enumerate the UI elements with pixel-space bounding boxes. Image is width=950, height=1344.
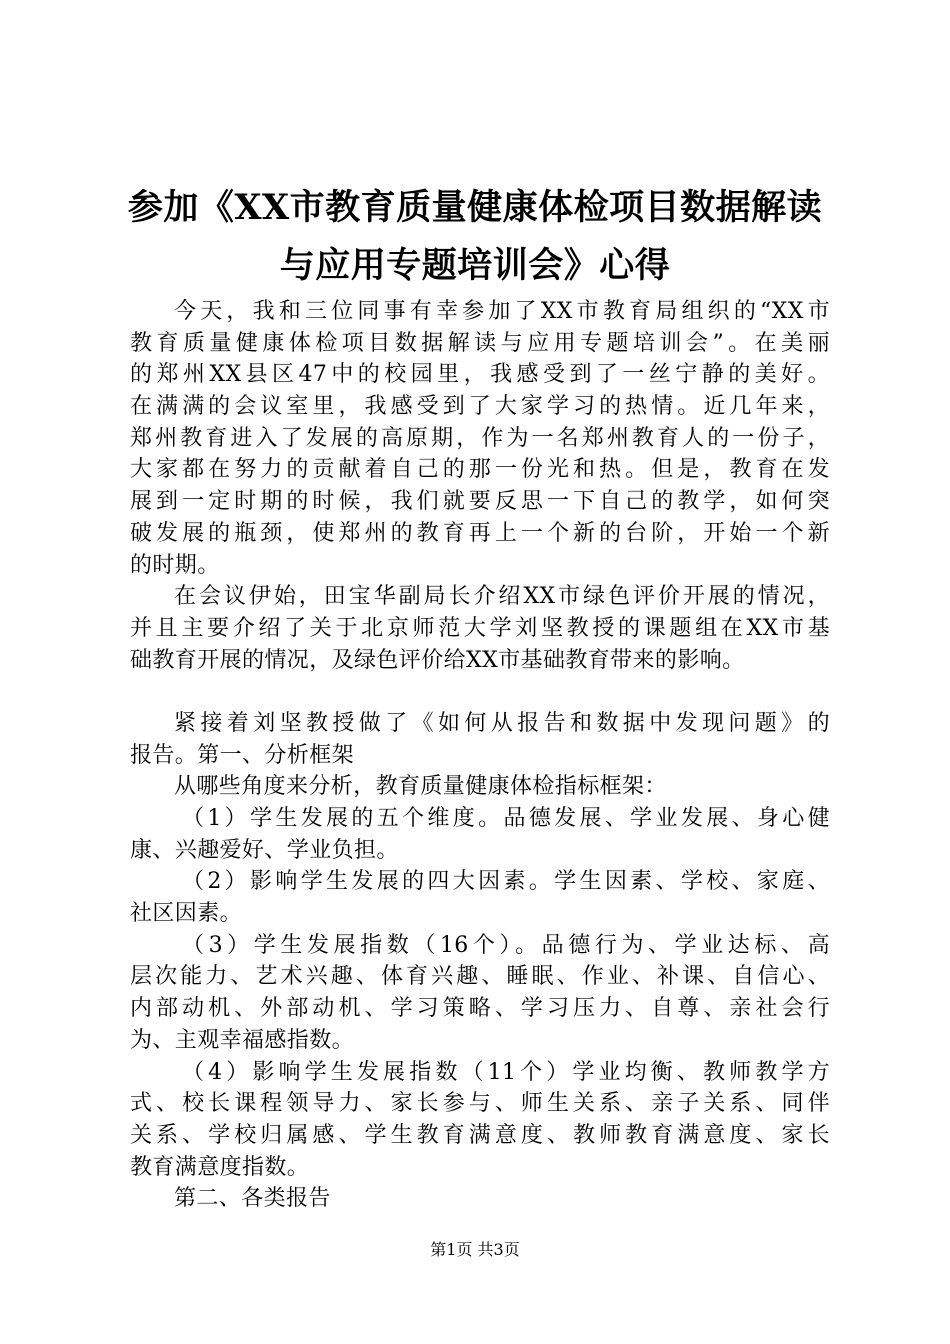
document-title-line-2: 与应用专题培训会》心得 (279, 245, 671, 286)
page-footer: 第1页 共3页 (430, 1240, 520, 1259)
body-line: 紧接着刘坚教授做了《如何从报告和数据中发现问题》的 (174, 710, 830, 736)
body-line: （4）影响学生发展指数（11个）学业均衡、教师教学方 (182, 1059, 830, 1085)
body-line: 康、兴趣爱好、学业负担。 (130, 837, 399, 863)
body-line: 在满满的会议室里，我感受到了大家学习的热情。近几年来， (130, 394, 830, 420)
body-line: 教育质量健康体检项目数据解读与应用专题培训会”。在美丽 (130, 330, 830, 356)
body-line: 大家都在努力的贡献着自己的那一份光和热。但是，教育在发 (130, 457, 830, 483)
body-line: 式、校长课程领导力、家长参与、师生关系、亲子关系、同伴 (130, 1091, 830, 1117)
body-line: 础教育开展的情况，及绿色评价给XX市基础教育带来的影响。 (130, 647, 745, 673)
body-line: 郑州教育进入了发展的高原期，作为一名郑州教育人的一份子， (130, 425, 830, 451)
document-title-line-1: 参加《XX市教育质量健康体检项目数据解读 (127, 187, 823, 228)
body-line: 社区因素。 (130, 901, 243, 927)
body-line: 教育满意度指数。 (130, 1154, 310, 1180)
body-line: （3）学生发展指数（16个）。品德行为、学业达标、高 (182, 932, 830, 958)
body-line: 内部动机、外部动机、学习策略、学习压力、自尊、亲社会行 (130, 996, 830, 1022)
body-line: 的郑州XX县区47中的校园里，我感受到了一丝宁静的美好。 (130, 362, 830, 388)
body-line: 层次能力、艺术兴趣、体育兴趣、睡眠、作业、补课、自信心、 (130, 964, 830, 990)
body-line: （1）学生发展的五个维度。品德发展、学业发展、身心健 (182, 806, 830, 831)
body-line: 的时期。 (130, 552, 220, 578)
blank-line (130, 676, 830, 708)
body-line: 第二、各类报告 (174, 1186, 331, 1212)
body-line: 为、主观幸福感指数。 (130, 1027, 355, 1053)
body-line: 在会议伊始，田宝华副局长介绍XX市绿色评价开展的情况， (174, 584, 830, 610)
body-line: 今天，我和三位同事有幸参加了XX市教育局组织的“XX市 (174, 299, 830, 324)
body-line: 关系、学校归属感、学生教育满意度、教师教育满意度、家长 (130, 1122, 830, 1148)
body-line: （2）影响学生发展的四大因素。学生因素、学校、家庭、 (182, 869, 830, 895)
body-line: 从哪些角度来分析，教育质量健康体检指标框架： (174, 774, 667, 800)
document-body (130, 296, 830, 1215)
body-line: 破发展的瓶颈，使郑州的教育再上一个新的台阶，开始一个新 (130, 520, 830, 546)
body-line: 并且主要介绍了关于北京师范大学刘坚教授的课题组在XX市基 (130, 615, 830, 641)
body-line: 展到一定时期的时候，我们就要反思一下自己的教学，如何突 (130, 489, 830, 515)
body-line: 报告。第一、分析框架 (130, 742, 355, 768)
